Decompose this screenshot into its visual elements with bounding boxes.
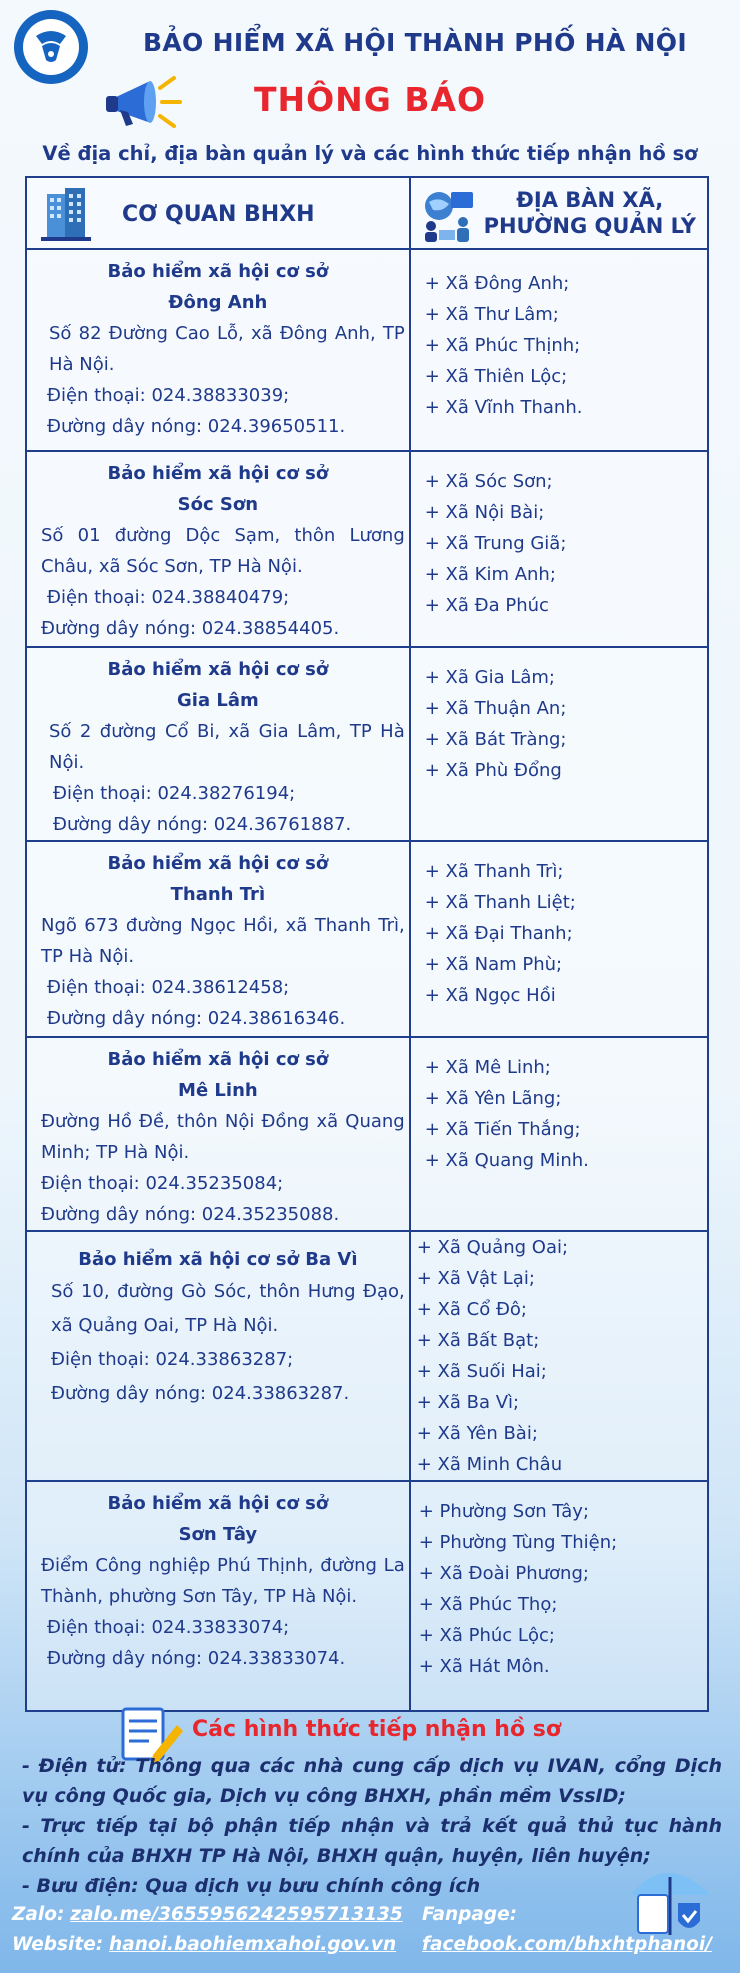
method-item: - Bưu điện: Qua dịch vụ bưu chính công ích	[22, 1875, 481, 1897]
area-item: + Xã Mê Linh;	[424, 1057, 551, 1078]
areas-cell	[410, 841, 708, 1037]
office-address: Đường Hồ Đề, thôn Nội Đồng xã Quang Minh; TP Hà Nội.	[41, 1111, 405, 1163]
table-row	[26, 1231, 708, 1481]
fanpage-label: Fanpage:	[422, 1904, 518, 1925]
office-table	[25, 176, 709, 1712]
office-address: Ngõ 673 đường Ngọc Hồi, xã Thanh Trì, TP Hà Nội.	[41, 915, 405, 967]
office-address: Số 01 đường Dộc Sạm, thôn Lương Châu, xã Sóc Sơn, TP Hà Nội.	[41, 525, 405, 577]
office-address: Số 10, đường Gò Sóc, thôn Hưng Đạo, xã Quảng Oai, TP Hà Nội.	[51, 1281, 405, 1336]
area-item: + Xã Phúc Thịnh;	[424, 335, 581, 356]
office-phone: Điện thoại: 024.38276194;	[53, 783, 296, 804]
website-label: Website:	[12, 1934, 104, 1955]
fanpage-link[interactable]: facebook.com/bhxhtphanoi/	[422, 1934, 712, 1955]
office-name-place: Đông Anh	[168, 292, 268, 313]
office-cell	[26, 249, 410, 451]
area-item: + Xã Đông Anh;	[424, 273, 570, 294]
office-hotline: Đường dây nóng: 024.33833074.	[47, 1648, 346, 1669]
area-item: + Xã Nội Bài;	[424, 502, 545, 523]
areas-cell	[410, 451, 708, 647]
table-row	[26, 1037, 708, 1231]
footer-left	[12, 1900, 422, 1960]
office-phone: Điện thoại: 024.38833039;	[47, 385, 290, 406]
office-name: Bảo hiểm xã hội cơ sở	[107, 853, 329, 874]
area-item: + Xã Đoài Phương;	[418, 1563, 589, 1584]
area-item: + Xã Vĩnh Thanh.	[424, 397, 583, 418]
area-item: + Xã Nam Phù;	[424, 954, 563, 975]
office-cell	[26, 1481, 410, 1711]
office-name-place: Mê Linh	[178, 1080, 258, 1101]
area-item: + Xã Quang Minh.	[424, 1150, 589, 1171]
methods-list	[22, 1751, 722, 1901]
area-item: + Xã Đại Thanh;	[424, 923, 573, 944]
office-name-place: Gia Lâm	[177, 690, 259, 711]
col-header-areas: ĐỊA BÀN XÃ, PHƯỜNG QUẢN LÝ	[483, 188, 696, 238]
office-cell	[26, 1231, 410, 1481]
zalo-link[interactable]: zalo.me/3655956242595713135	[70, 1904, 403, 1925]
office-hotline: Đường dây nóng: 024.38854405.	[41, 618, 340, 639]
area-item: + Xã Vật Lại;	[416, 1268, 535, 1289]
office-cell	[26, 451, 410, 647]
areas-cell	[410, 1231, 708, 1481]
area-item: + Xã Đa Phúc	[424, 595, 549, 616]
office-address: Số 82 Đường Cao Lỗ, xã Đông Anh, TP Hà Nội.	[49, 323, 405, 375]
area-item: + Xã Kim Anh;	[424, 564, 556, 585]
table-header-row	[26, 177, 708, 249]
office-name: Bảo hiểm xã hội cơ sở Ba Vì	[78, 1249, 358, 1270]
area-item: + Xã Phúc Thọ;	[418, 1594, 558, 1615]
areas-cell	[410, 249, 708, 451]
office-name: Bảo hiểm xã hội cơ sở	[107, 1049, 329, 1070]
office-phone: Điện thoại: 024.38840479;	[47, 587, 290, 608]
area-item: + Xã Yên Lãng;	[424, 1088, 562, 1109]
office-name-place: Sơn Tây	[178, 1524, 258, 1545]
areas-cell	[410, 1481, 708, 1711]
area-item: + Xã Suối Hai;	[416, 1361, 547, 1382]
areas-cell	[410, 1037, 708, 1231]
zalo-label: Zalo:	[12, 1904, 65, 1925]
area-item: + Phường Tùng Thiện;	[418, 1532, 618, 1553]
office-name: Bảo hiểm xã hội cơ sở	[107, 463, 329, 484]
area-item: + Xã Minh Châu	[416, 1454, 563, 1475]
office-address: Số 2 đường Cổ Bi, xã Gia Lâm, TP Hà Nội.	[49, 721, 405, 773]
office-phone: Điện thoại: 024.35235084;	[41, 1173, 284, 1194]
area-item: + Xã Tiến Thắng;	[424, 1119, 581, 1140]
area-item: + Xã Thanh Trì;	[424, 861, 564, 882]
office-name: Bảo hiểm xã hội cơ sở	[107, 1493, 329, 1514]
area-item: + Xã Yên Bài;	[416, 1423, 538, 1444]
area-item: + Phường Sơn Tây;	[418, 1501, 590, 1522]
office-hotline: Đường dây nóng: 024.33863287.	[51, 1383, 350, 1404]
office-cell	[26, 841, 410, 1037]
bhxh-logo	[12, 8, 90, 86]
org-title: BẢO HIỂM XÃ HỘI THÀNH PHỐ HÀ NỘI	[143, 28, 687, 57]
method-item: - Điện tử: Thông qua các nhà cung cấp dịch vụ IVAN, cổng Dịch vụ công Quốc gia, Dịch vụ công BHXH, phần mềm VssID;	[22, 1755, 722, 1807]
area-item: + Xã Phúc Lộc;	[418, 1625, 555, 1646]
office-phone: Điện thoại: 024.38612458;	[47, 977, 290, 998]
globe-people-icon	[419, 186, 477, 242]
table-row	[26, 647, 708, 841]
announcement-heading: THÔNG BÁO	[253, 80, 487, 119]
area-item: + Xã Phù Đổng	[424, 760, 562, 781]
building-icon	[41, 186, 91, 241]
office-name: Bảo hiểm xã hội cơ sở	[107, 261, 329, 282]
area-item: + Xã Gia Lâm;	[424, 667, 555, 688]
area-item: + Xã Thư Lâm;	[424, 304, 559, 325]
area-item: + Xã Thuận An;	[424, 698, 567, 719]
subtitle: Về địa chỉ, địa bàn quản lý và các hình thức tiếp nhận hồ sơ	[42, 142, 698, 165]
website-link[interactable]: hanoi.baohiemxahoi.gov.vn	[109, 1934, 397, 1955]
area-item: + Xã Sóc Sơn;	[424, 471, 553, 492]
area-item: + Xã Bát Tràng;	[424, 729, 567, 750]
area-item: + Xã Thanh Liệt;	[424, 892, 576, 913]
header-cell-office	[26, 177, 410, 249]
table-row	[26, 451, 708, 647]
table-row	[26, 841, 708, 1037]
office-hotline: Đường dây nóng: 024.35235088.	[41, 1204, 340, 1225]
area-item: + Xã Bất Bạt;	[416, 1330, 540, 1351]
office-address: Điểm Công nghiệp Phú Thịnh, đường La Thành, phường Sơn Tây, TP Hà Nội.	[41, 1555, 405, 1607]
office-name: Bảo hiểm xã hội cơ sở	[107, 659, 329, 680]
areas-cell	[410, 647, 708, 841]
table-row	[26, 249, 708, 451]
area-item: + Xã Cổ Đô;	[416, 1299, 527, 1320]
area-item: + Xã Trung Giã;	[424, 533, 567, 554]
methods-title: Các hình thức tiếp nhận hồ sơ	[192, 1717, 561, 1742]
area-item: + Xã Quảng Oai;	[416, 1237, 569, 1258]
area-item: + Xã Thiên Lộc;	[424, 366, 568, 387]
footer-right	[422, 1900, 732, 1960]
area-item: + Xã Ba Vì;	[416, 1392, 520, 1413]
header-cell-areas	[410, 177, 708, 249]
col-header-office: CƠ QUAN BHXH	[122, 202, 315, 227]
office-name-place: Sóc Sơn	[177, 494, 259, 515]
area-item: + Xã Ngọc Hồi	[424, 985, 556, 1006]
office-cell	[26, 647, 410, 841]
office-name-place: Thanh Trì	[170, 884, 266, 905]
office-cell	[26, 1037, 410, 1231]
office-phone: Điện thoại: 024.33833074;	[47, 1617, 290, 1638]
office-hotline: Đường dây nóng: 024.39650511.	[47, 416, 346, 437]
office-phone: Điện thoại: 024.33863287;	[51, 1349, 294, 1370]
method-item: - Trực tiếp tại bộ phận tiếp nhận và trả kết quả thủ tục hành chính của BHXH TP Hà Nội, BHXH quận, huyện, liên huyện;	[22, 1815, 722, 1867]
office-hotline: Đường dây nóng: 024.38616346.	[47, 1008, 346, 1029]
table-row	[26, 1481, 708, 1711]
area-item: + Xã Hát Môn.	[418, 1656, 550, 1677]
office-hotline: Đường dây nóng: 024.36761887.	[53, 814, 352, 835]
